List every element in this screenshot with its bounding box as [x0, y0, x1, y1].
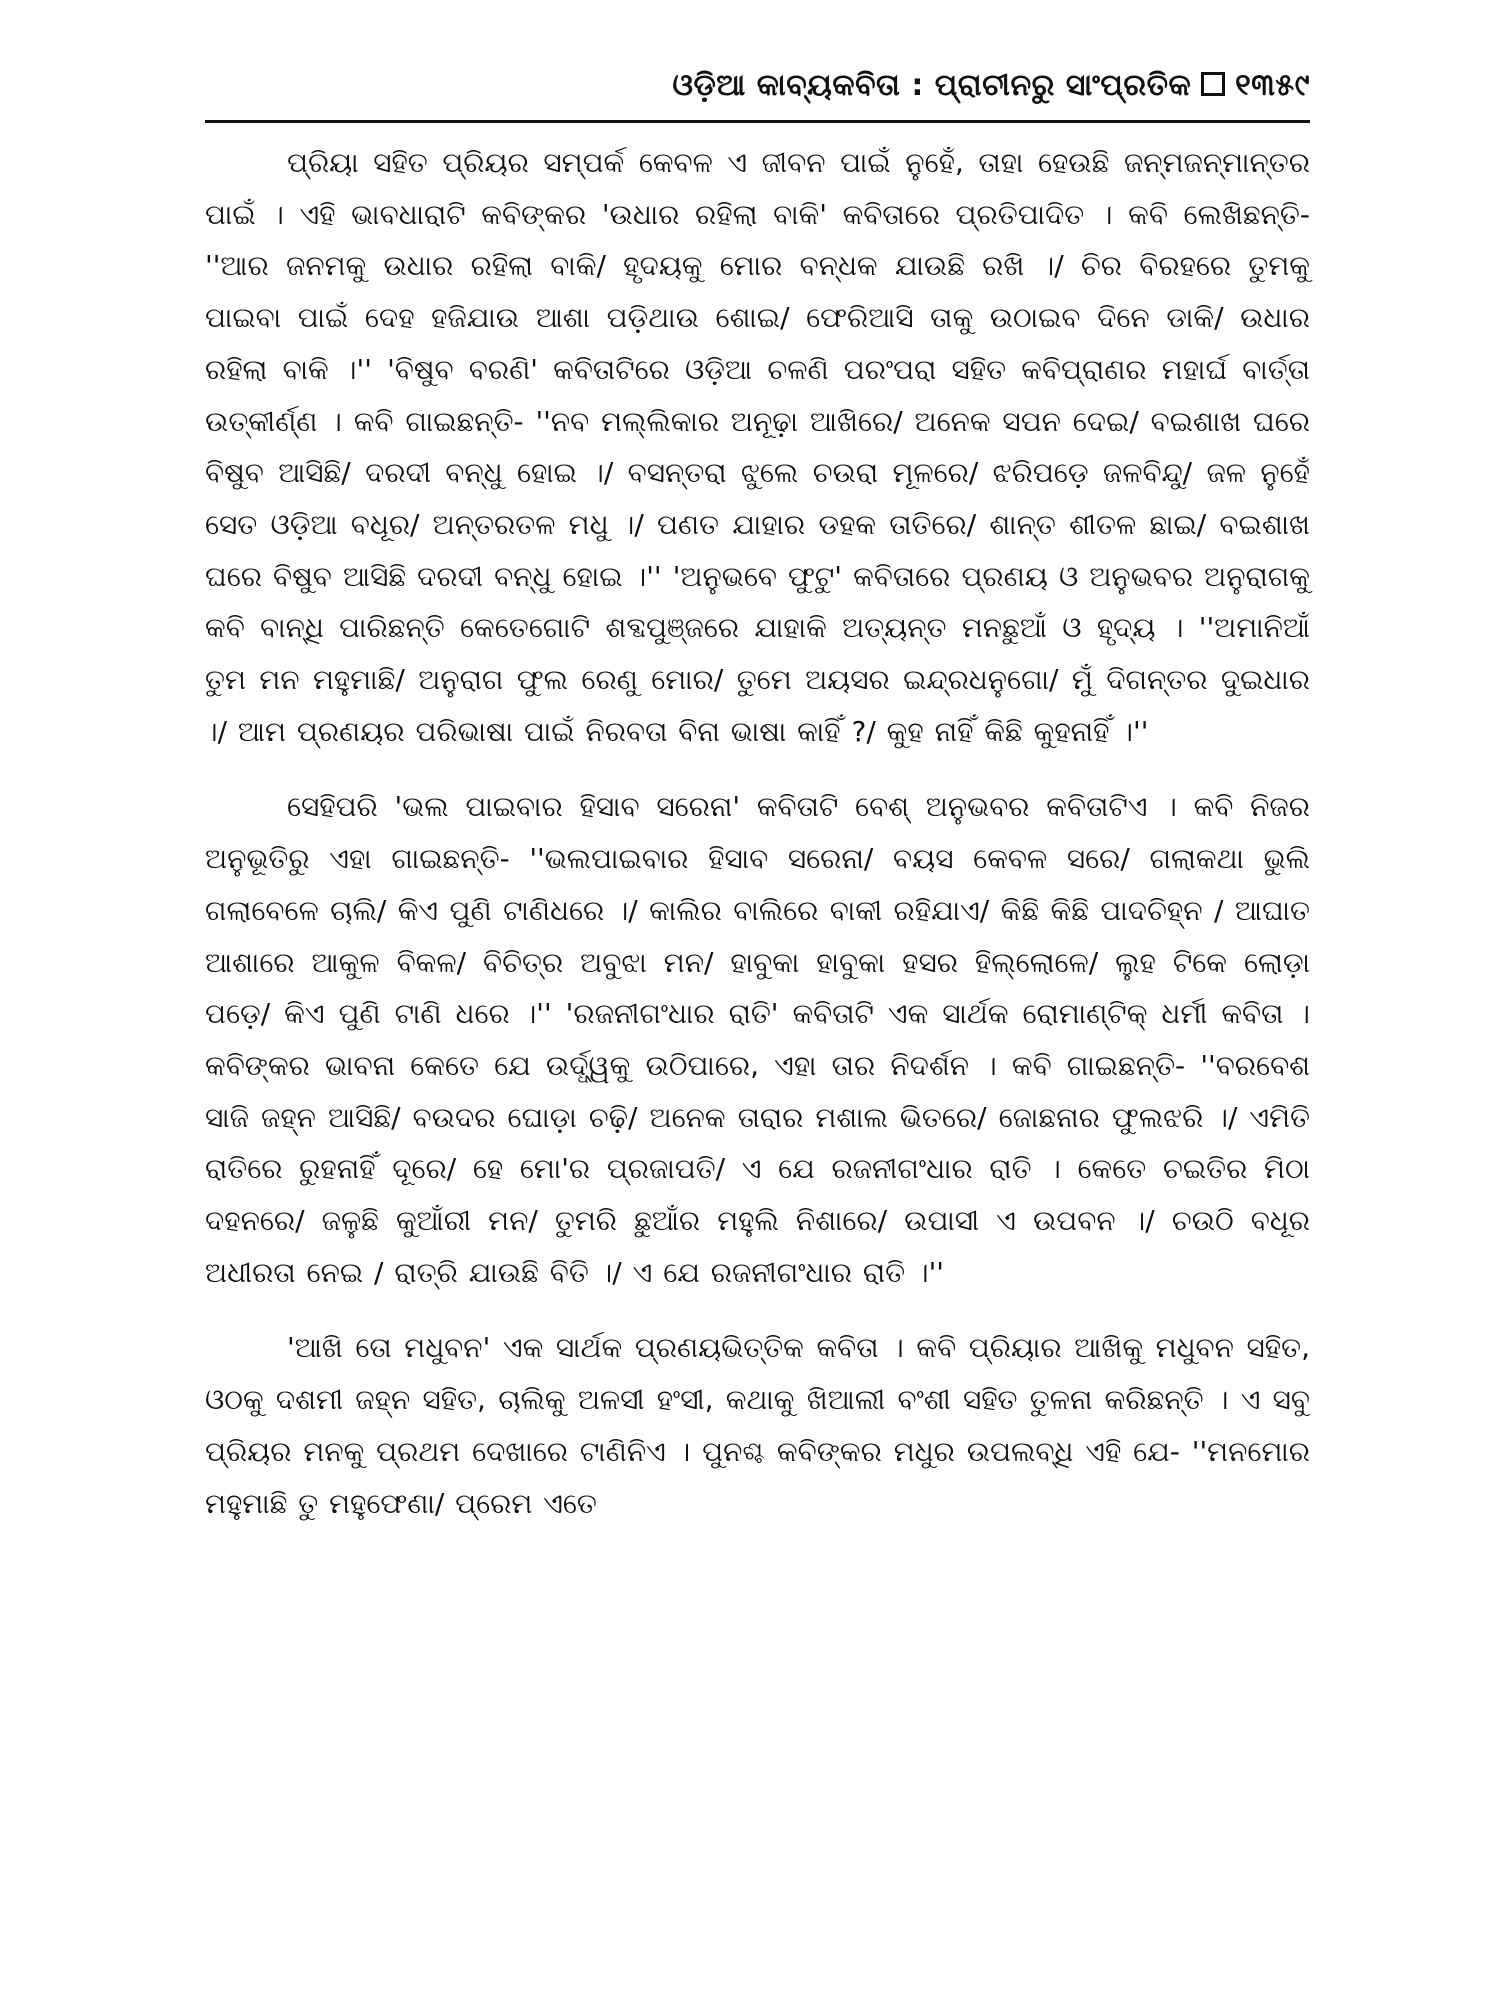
- paragraph-2: ସେହିପରି 'ଭଲ ପାଇବାର ହିସାବ ସରେନା' କବିତାଟି ବେଶ୍ ଅନୁଭବର କବିତାଟିଏ । କବି ନିଜର ଅନୁଭୂତିରୁ ଏହା ଗାଇଛନ୍ତି- ''ଭଲପାଇବାର ହିସାବ ସରେନା/ ବୟସ କେବଳ ସରେ/ ଗଲାକଥା ଭୁଲି ଗଲାବେଳେ ଚାଲି/ କିଏ ପୁଣି ଟାଣିଧରେ ।/ କାଲିର ବାଲିରେ ବାକୀ ରହିଯାଏ/ କିଛି କିଛି ପାଦଚିହ୍ନ / ଆଘାତ ଆଶାରେ ଆକୁଳ ବିକଳ/ ବିଚିତ୍ର ଅବୁଝା ମନ/ ହାବୁକା ହାବୁକା ହସର ହିଲ୍ଲୋଳେ/ ଲୁହ ଟିକେ ଲୋଡ଼ା ପଡ଼େ/ କିଏ ପୁଣି ଟାଣି ଧରେ ।'' 'ରଜନୀଗଂଧାର ରାତି' କବିତାଟି ଏକ ସାର୍ଥକ ରୋମାଣ୍ଟିକ୍ ଧର୍ମୀ କବିତା । କବିଙ୍କର ଭାବନା କେତେ ଯେ ଉର୍ଦ୍ଧ୍ୱକୁ ଉଠିପାରେ, ଏହା ତାର ନିଦର୍ଶନ । କବି ଗାଇଛନ୍ତି- ''ବରବେଶ ସାଜି ଜହ୍ନ ଆସିଛି/ ବଉଦର ଘୋଡ଼ା ଚଢ଼ି/ ଅନେକ ତାରାର ମଶାଲ ଭିତରେ/ ଜୋଛନାର ଫୁଲଝରି ।/ ଏମିତି ରାତିରେ ରୁହନାହିଁ ଦୂରେ/ ହେ ମୋ'ର ପ୍ରଜାପତି/ ଏ ଯେ ରଜନୀଗଂଧାର ରାତି । କେତେ ଚଇତିର ମିଠା ଦହନରେ/ ଜଳୁଛି କୁଆଁରୀ ମନ/ ତୁମରି ଛୁଆଁର ମହୁଲି ନିଶାରେ/ ଉପାସୀ ଏ ଉପବନ ।/ ଚଉଠି ବଧୂର ଅଧୀରତା ନେଇ / ରାତ୍ରି ଯାଉଛି ବିତି ।/ ଏ ଯେ ରଜନୀଗଂଧାର ରାତି ।'': [205, 790, 1310, 1289]
- paragraph-3: 'ଆଖି ତୋ ମଧୁବନ' ଏକ ସାର୍ଥକ ପ୍ରଣୟଭିତ୍ତିକ କବିତା । କବି ପ୍ରିୟାର ଆଖିକୁ ମଧୁବନ ସହିତ, ଓଠକୁ ଦଶମୀ ଜହ୍ନ ସହିତ, ଚାଲିକୁ ଅଳସୀ ହଂସୀ, କଥାକୁ ଖିଆଲୀ ବଂଶୀ ସହିତ ତୁଳନା କରିଛନ୍ତି । ଏ ସବୁ ପ୍ରିୟର ମନକୁ ପ୍ରଥମ ଦେଖାରେ ଟାଣିନିଏ । ପୁନଶ୍ଚ କବିଙ୍କର ମଧୁର ଉପଲବ୍ଧି ଏହି ଯେ- ''ମନମୋର ମହୁମାଛି ତୁ ମହୁଫେଣା/ ପ୍ରେମ ଏତେ: [205, 1331, 1310, 1520]
- running-head-title: ଓଡ଼ିଆ କାବ୍ୟକବିତା : ପ୍ରାଚୀନରୁ ସାଂପ୍ରତିକ: [672, 68, 1192, 103]
- header-rule: [205, 120, 1310, 123]
- square-separator-icon: [1201, 72, 1225, 96]
- running-head: [205, 60, 1310, 112]
- book-page: [205, 60, 1310, 1960]
- paragraph-1: ପ୍ରିୟା ସହିତ ପ୍ରିୟର ସମ୍ପର୍କ କେବଳ ଏ ଜୀବନ ପାଇଁ ନୁହେଁ, ତାହା ହେଉଛି ଜନ୍ମଜନ୍ମାନ୍ତର ପାଇଁ । ଏହି ଭାବଧାରାଟି କବିଙ୍କର 'ଉଧାର ରହିଲା ବାକି' କବିତାରେ ପ୍ରତିପାଦିତ । କବି ଲେଖିଛନ୍ତି- ''ଆର ଜନମକୁ ଉଧାର ରହିଲା ବାକି/ ହୃଦୟକୁ ମୋର ବନ୍ଧକ ଯାଉଛି ରଖି ।/ ଚିର ବିରହରେ ତୁମକୁ ପାଇବା ପାଇଁ ଦେହ ହଜିଯାଉ ଆଶା ପଡ଼ିଥାଉ ଶୋଇ/ ଫେରିଆସି ତାକୁ ଉଠାଇବ ଦିନେ ଡାକି/ ଉଧାର ରହିଲା ବାକି ।'' 'ବିଷୁବ ବରଣି' କବିତାଟିରେ ଓଡ଼ିଆ ଚଳଣି ପରଂପରା ସହିତ କବିପ୍ରାଣର ମହାର୍ଘ ବାର୍ତ୍ତା ଉତ୍କୀର୍ଣ୍ଣ । କବି ଗାଇଛନ୍ତି- ''ନବ ମଲ୍ଲିକାର ଅନୂଢ଼ା ଆଖିରେ/ ଅନେକ ସପନ ଦେଇ/ ବଇଶାଖ ଘରେ ବିଷୁବ ଆସିଛି/ ଦରଦୀ ବନ୍ଧୁ ହୋଇ ।/ ବସନ୍ତରା ଝୁଲେ ଚଉରା ମୂଳରେ/ ଝରିପଡ଼େ ଜଳବିନ୍ଦୁ/ ଜଳ ନୁହେଁ ସେତ ଓଡ଼ିଆ ବଧୂର/ ଅନ୍ତରତଳ ମଧୁ ।/ ପଣତ ଯାହାର ଡହକ ତାତିରେ/ ଶାନ୍ତ ଶୀତଳ ଛାଇ/ ବଇଶାଖ ଘରେ ବିଷୁବ ଆସିଛି ଦରଦୀ ବନ୍ଧୁ ହୋଇ ।'' 'ଅନୁଭବେ ଫୁଟୁ' କବିତାରେ ପ୍ରଣୟ ଓ ଅନୁଭବର ଅନୁରାଗକୁ କବି ବାନ୍ଧି ପାରିଛନ୍ତି କେତେଗୋଟି ଶବ୍ଦପୁଞ୍ଜରେ ଯାହାକି ଅତ୍ୟନ୍ତ ମନଛୁଆଁ ଓ ହୃଦ୍ୟ । ''ଅମାନିଆଁ ତୁମ ମନ ମହୁମାଛି/ ଅନୁରାଗ ଫୁଲ ରେଣୁ ମୋର/ ତୁମେ ଅୟସର ଇନ୍ଦ୍ରଧନୁଗୋ/ ମୁଁ ଦିଗନ୍ତର ଦୁଇଧାର ।/ ଆମ ପ୍ରଣୟର ପରିଭାଷା ପାଇଁ ନିରବତା ବିନା ଭାଷା କାହିଁ ?/ କୁହ ନାହିଁ କିଛି କୁହନାହିଁ ।'': [205, 146, 1310, 748]
- page-number: ୧୩୫୯: [1235, 68, 1310, 103]
